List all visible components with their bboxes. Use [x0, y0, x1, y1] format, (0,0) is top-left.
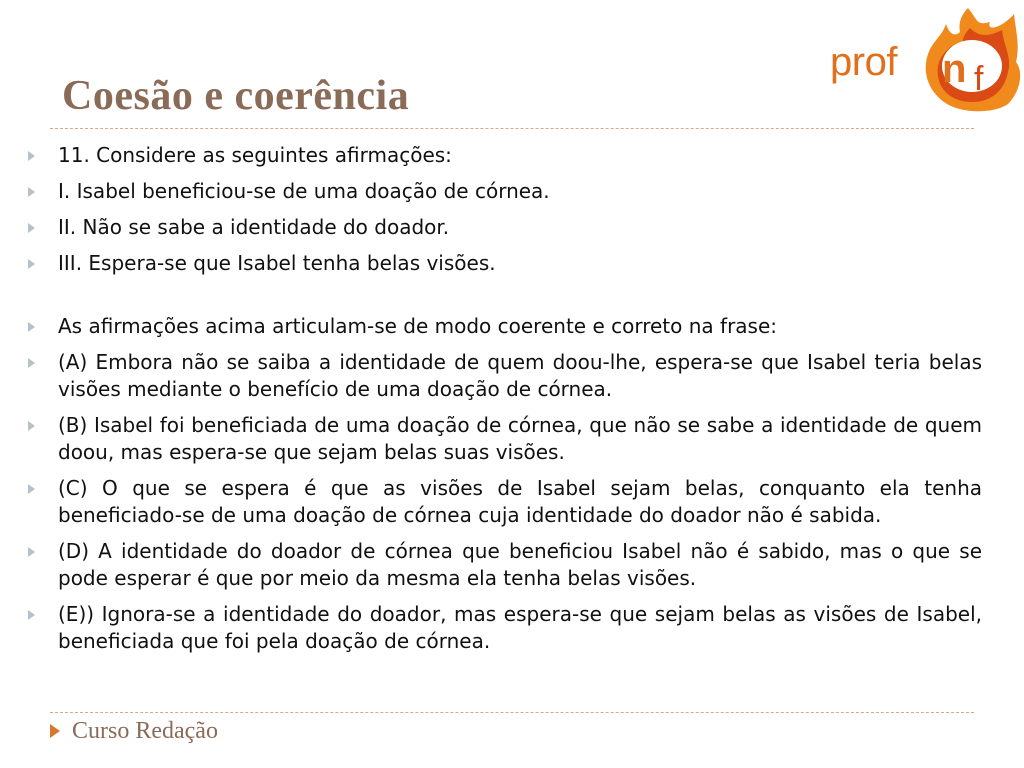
item-text: II. Não se sabe a identidade do doador.	[58, 215, 450, 239]
list-item	[28, 142, 982, 169]
list-item	[28, 313, 982, 340]
item-text: (B) Isabel foi beneficiada de uma doação de córnea, que não se sabe a identidade de quem doou, mas espera-se que sejam belas suas visões.	[58, 413, 982, 464]
logo-wordmark: prof	[830, 40, 897, 84]
list-item	[28, 178, 982, 205]
bullet-arrow-icon	[28, 151, 35, 161]
item-text: (D) A identidade do doador de córnea que beneficiou Isabel não é sabido, mas o que se pode esperar é que por meio da mesma ela tenha belas visões.	[58, 539, 982, 590]
item-text: As afirmações acima articulam-se de modo coerente e correto na frase:	[58, 314, 778, 338]
item-text: 11. Considere as seguintes afirmações:	[58, 143, 452, 167]
bullet-arrow-icon	[28, 259, 35, 269]
list-item	[28, 412, 982, 466]
bullet-arrow-icon	[28, 187, 35, 197]
item-text: I. Isabel beneficiou-se de uma doação de córnea.	[58, 179, 550, 203]
footer-course-label: Curso Redação	[72, 717, 218, 744]
item-text: (A) Embora não se saiba a identidade de quem doou-lhe, espera-se que Isabel teria belas visões mediante o benefício de uma doação de córnea.	[58, 350, 982, 401]
bullet-arrow-icon	[28, 223, 35, 233]
item-text: III. Espera-se que Isabel tenha belas visões.	[58, 251, 496, 275]
footer-arrow-icon	[50, 724, 60, 738]
list-item	[28, 475, 982, 529]
bullet-arrow-icon	[28, 610, 35, 620]
question-list	[28, 142, 982, 664]
list-item	[28, 250, 982, 277]
bullet-arrow-icon	[28, 484, 35, 494]
flame-logo-icon	[920, 2, 1024, 114]
footer-divider	[50, 712, 974, 713]
bullet-arrow-icon	[28, 547, 35, 557]
bullet-arrow-icon	[28, 358, 35, 368]
list-item	[28, 349, 982, 403]
bullet-arrow-icon	[28, 421, 35, 431]
item-text: (E)) Ignora-se a identidade do doador, mas espera-se que sejam belas as visões de Isabel, beneficiada que foi pela doação de córnea.	[58, 602, 982, 653]
svg-text:n: n	[942, 47, 967, 91]
slide-title: Coesão e coerência	[62, 73, 410, 119]
title-divider	[50, 128, 974, 129]
item-text: (C) O que se espera é que as visões de Isabel sejam belas, conquanto ela tenha beneficiado-se de uma doação de córnea cuja identidade do doador não é sabida.	[58, 476, 982, 527]
list-item	[28, 538, 982, 592]
list-item	[28, 601, 982, 655]
bullet-arrow-icon	[28, 322, 35, 332]
footer	[50, 716, 218, 746]
profnf-logo	[826, 0, 1024, 118]
svg-text:f: f	[974, 60, 984, 98]
list-item	[28, 214, 982, 241]
